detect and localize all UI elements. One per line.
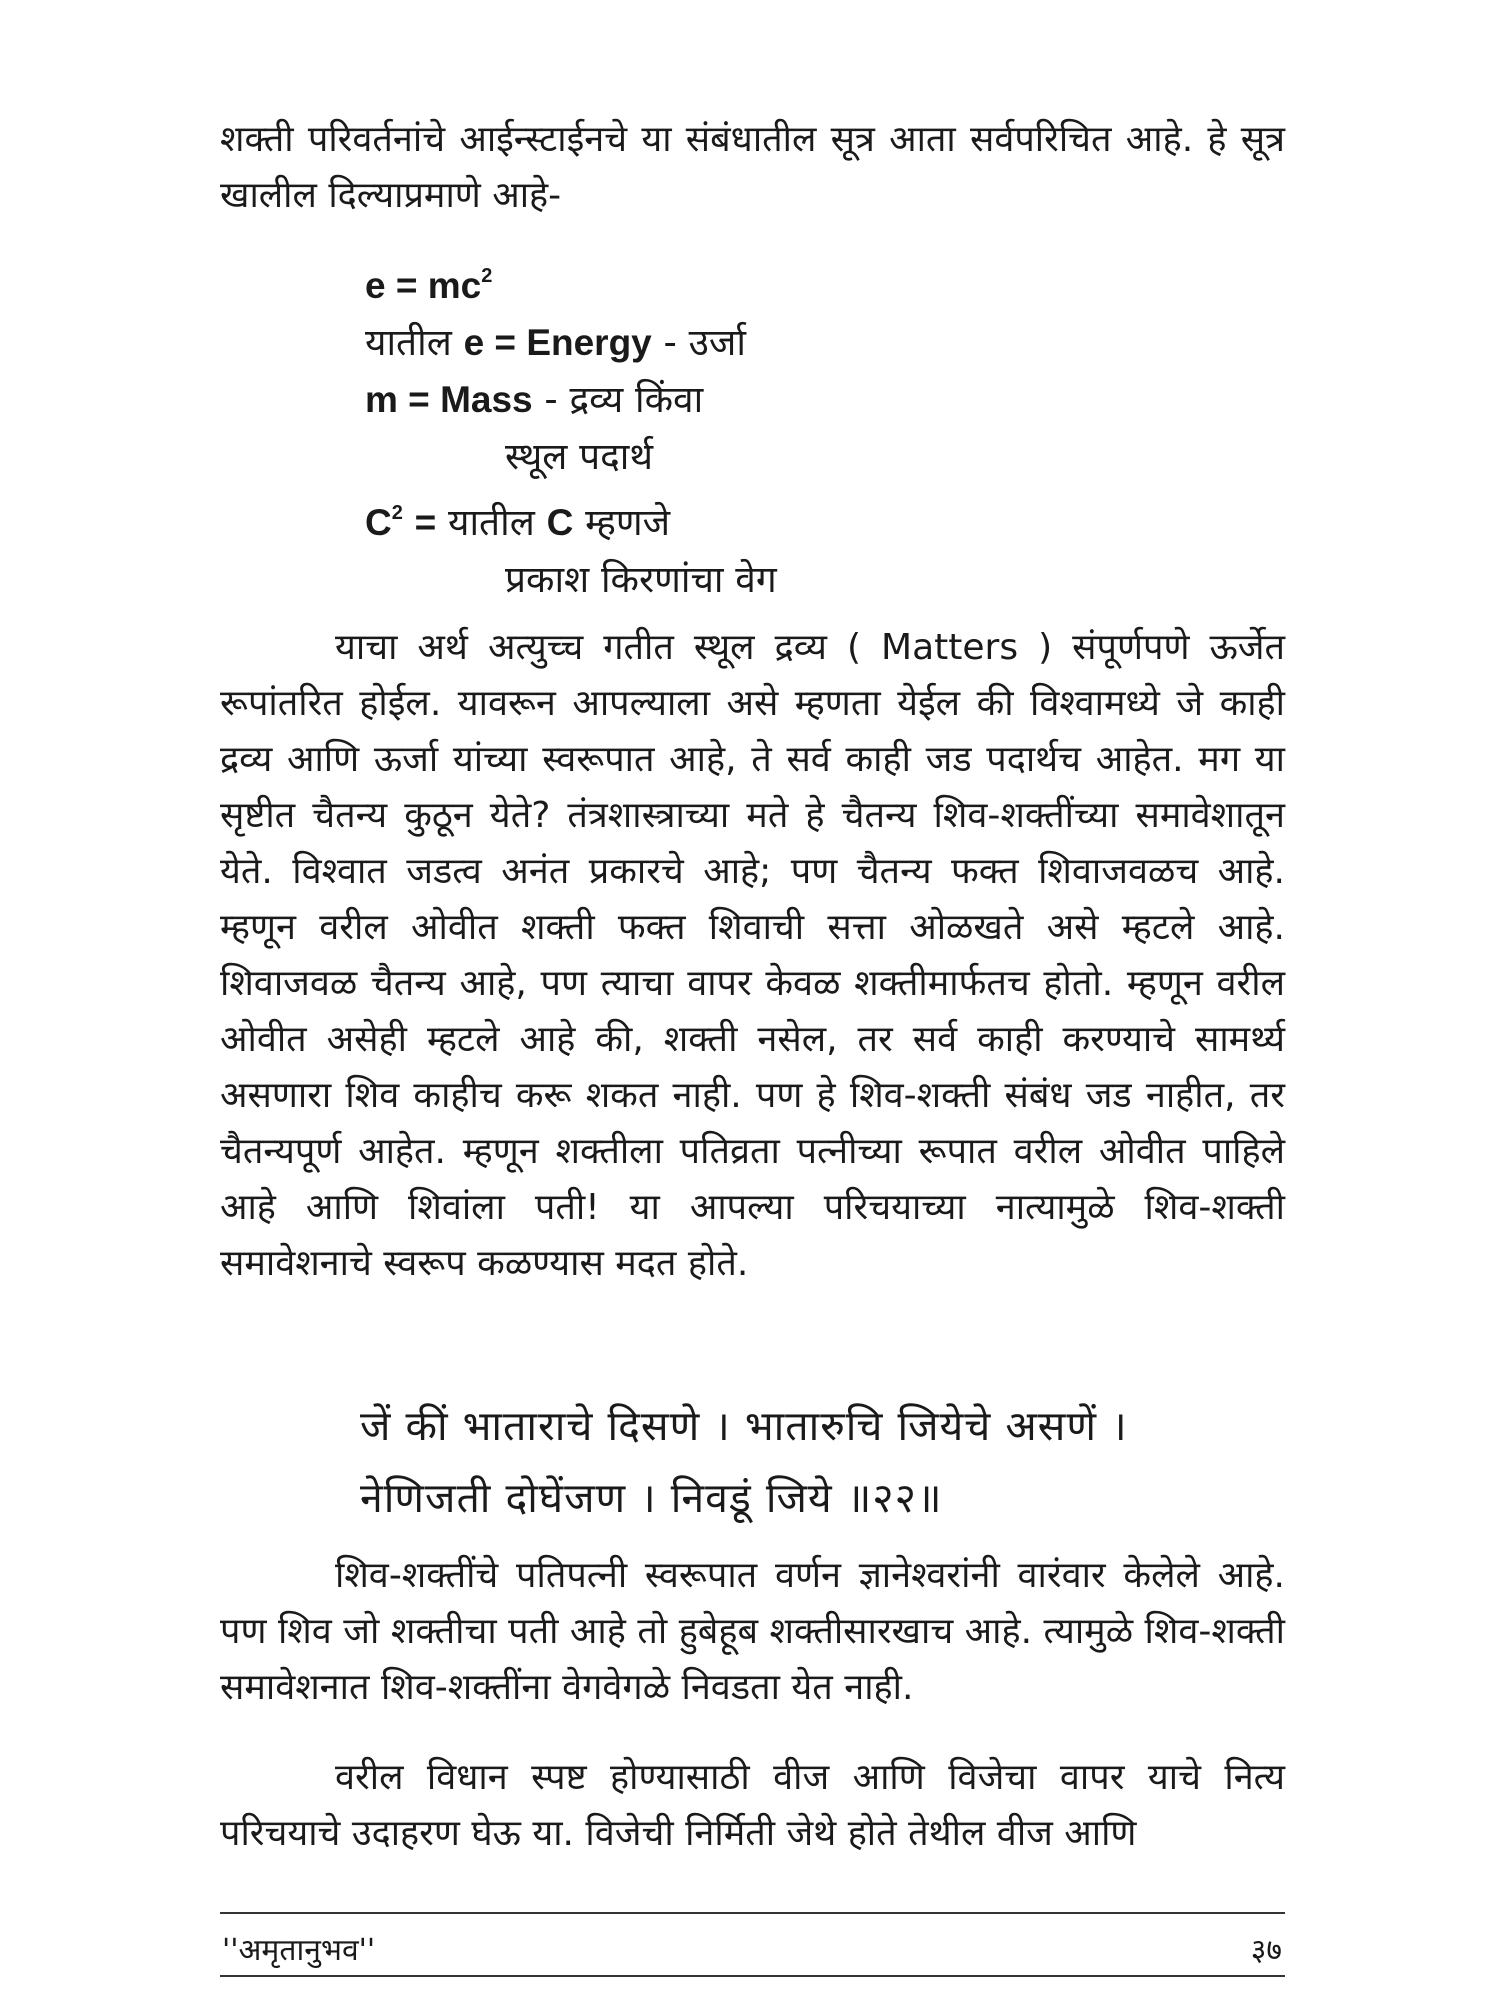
formula-equation: $e = mc^2$ (365, 265, 493, 306)
verse-block (360, 1390, 1128, 1534)
footer-top-rule (220, 1912, 1285, 1914)
intro-paragraph: शक्ती परिवर्तनांचे आईन्स्टाईनचे या संबंधातील सूत्र आता सर्वपरिचित आहे. हे सूत्र खालील दिल्याप्रमाणे आहे- (220, 119, 1285, 216)
formula-block (365, 248, 777, 608)
footer-bottom-rule (220, 1975, 1285, 1977)
paragraph-2: शिव-शक्तींचे पतिपत्नी स्वरूपात वर्णन ज्ञानेश्वरांनी वारंवार केलेले आहे. पण शिव जो शक्तीचा पती आहे तो हुबेहूब शक्तीसारखाच आहे. त्यामुळे शिव-शक्ती समावेशनात शिव-शक्तींना वेगवेगळे निवडता येत नाही. (220, 1555, 1285, 1708)
verse-line-1: जें कीं भाताराचे दिसणे । भातारुचि जियेचे असणें । (360, 1402, 1128, 1450)
paragraph-1: याचा अर्थ अत्युच्च गतीत स्थूल द्रव्य ( Matters ) संपूर्णपणे ऊर्जेत रूपांतरित होईल. यावरून आपल्याला असे म्हणता येईल की विश्वामध्ये जे काही द्रव्य आणि ऊर्जा यांच्या स्वरूपात आहे, ते सर्व काही जड पदार्थच आहेत. मग या सृष्टीत चैतन्य कुठून येते? तंत्रशास्त्राच्या मते हे चैतन्य शिव-शक्तींच्या समावेशातून येते. विश्वात जडत्व अनंत प्रकारचे आहे; पण चैतन्य फक्त शिवाजवळच आहे. म्हणून वरील ओवीत शक्ती फक्त शिवाची सत्ता ओळखते असे म्हटले आहे. शिवाजवळ चैतन्य आहे, पण त्याचा वापर केवळ शक्तीमार्फतच होतो. म्हणून वरील ओवीत असेही म्हटले आहे की, शक्ती नसेल, तर सर्व काही करण्याचे सामर्थ्य असणारा शिव काहीच करू शकत नाही. पण हे शिव-शक्ती संबंध जड नाहीत, तर चैतन्यपूर्ण आहेत. म्हणून शक्तीला पतिव्रता पत्नीच्या रूपात वरील ओवीत पाहिले आहे आणि शिवांला पती! या आपल्या परिचयाच्या नात्यामुळे शिव-शक्ती समावेशनाचे स्वरूप कळण्यास मदत होते. (220, 627, 1285, 1284)
formula-energy-line: यातील e = Energy - उर्जा (365, 321, 746, 364)
formula-c-line: $C^2$ = यातील C म्हणजे (365, 501, 671, 544)
verse-line-2: नेणिजती दोघेंजण । निवडूं जिये ॥२२॥ (360, 1474, 943, 1522)
paragraph-3: वरील विधान स्पष्ट होण्यासाठी वीज आणि विजेचा वापर याचे नित्य परिचयाचे उदाहरण घेऊ या. विजेची निर्मिती जेथे होते तेथील वीज आणि (220, 1757, 1285, 1854)
formula-mass-cont: स्थूल पदार्थ (505, 435, 654, 478)
page-number: ३७ (1250, 1933, 1282, 1968)
formula-mass-line: m = Mass - द्रव्य किंवा (365, 378, 704, 421)
formula-c-meaning: प्रकाश किरणांचा वेग (505, 558, 777, 601)
footer-book-title: ''अमृतानुभव'' (222, 1933, 376, 1968)
